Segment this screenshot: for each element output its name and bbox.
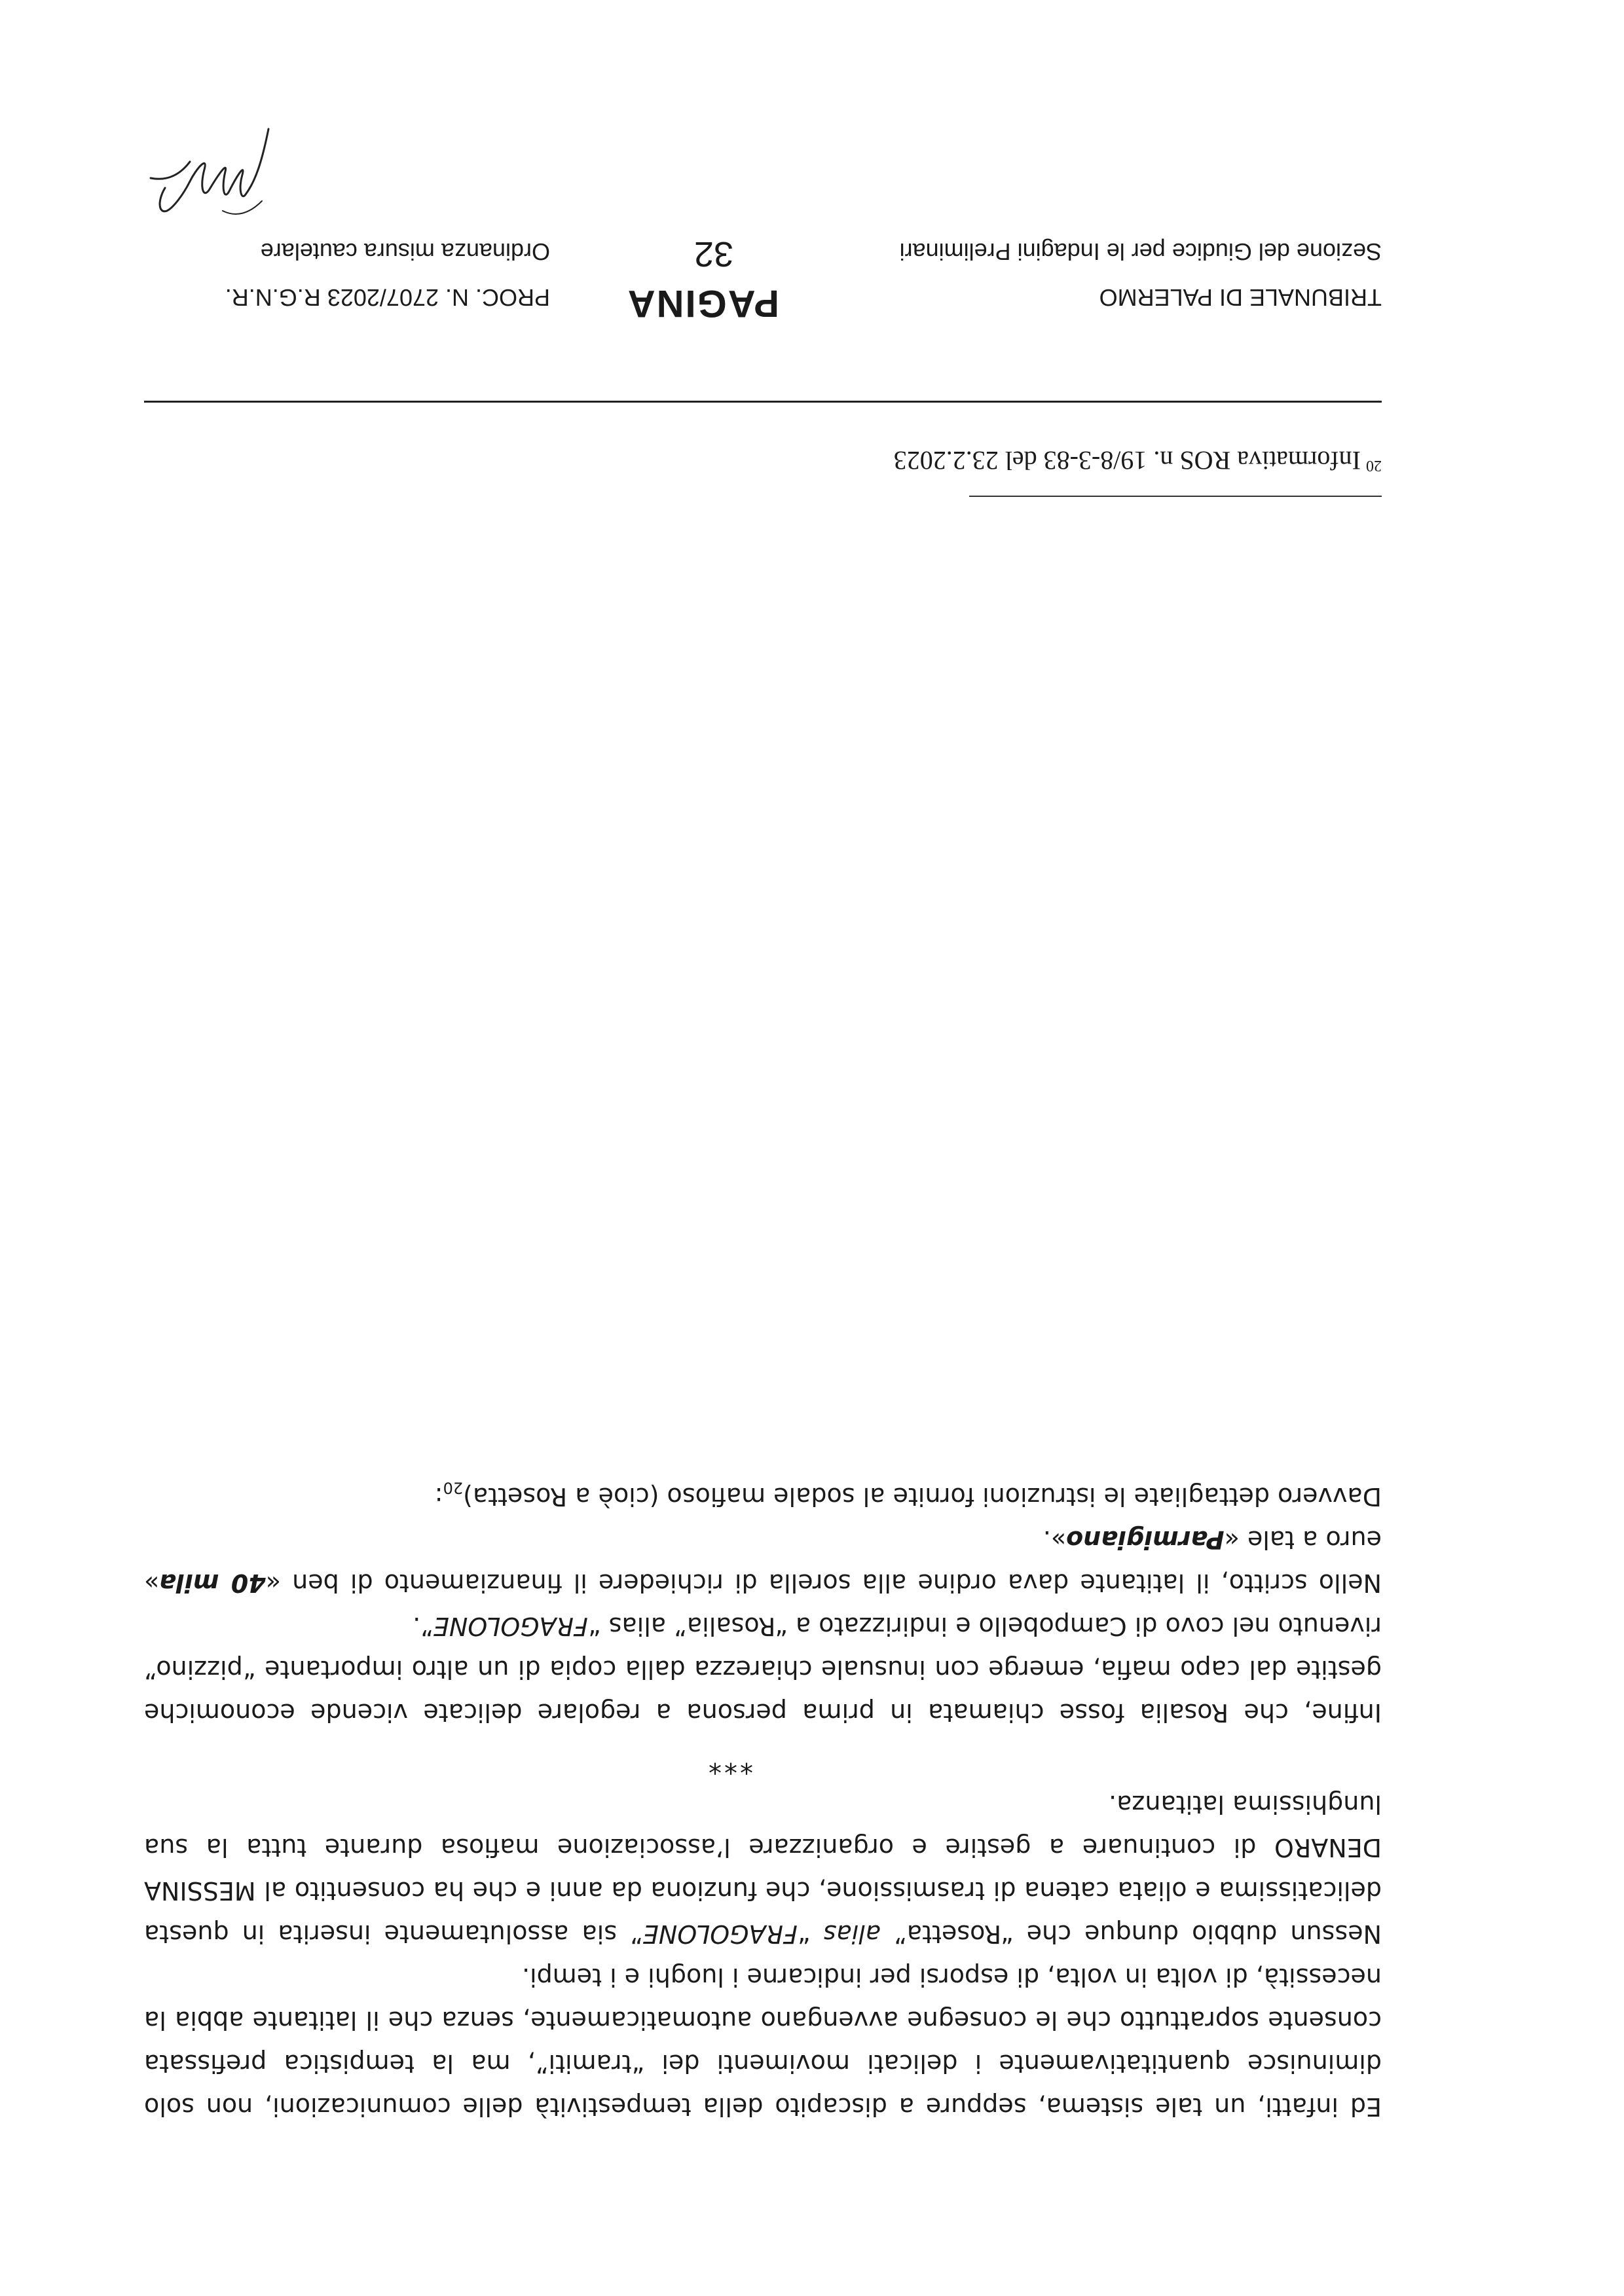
section-separator: *** [706, 1749, 753, 1779]
document-type: Ordinanza misura cautelare [260, 238, 550, 265]
header-divider [144, 401, 1382, 403]
court-section: Sezione del Giudice per le Indagini Preliminari [899, 238, 1382, 265]
paragraph-1: Ed infatti, un tale sistema, seppure a discapito della tempestività delle comunicazioni, non solo diminuisce quantitativamente i delicati movimenti dei “tramiti”, ma la tempistica prefissata consente soprattutto che le consegne avvengano automaticamente, senza che il latitante abbia la necessità, di volta in volta, di esporsi per indicarne i luoghi e i tempi. [144, 1963, 1382, 2121]
court-name: TRIBUNALE DI PALERMO [1099, 284, 1382, 311]
proceeding-number: PROC. N. 2707/2023 R.G.N.R. [225, 284, 550, 311]
paragraph-3: Infine, che Rosalia fosse chiamata in prima persona a regolare delicate vicende economiche gestite dal capo mafia, emerge con inusuale chiarezza dalla copia di un altro importante “pizzino” rivenuto nel covo di Campobello e indirizzato a “Rosalia” alias “FRAGOLONE”. [144, 1612, 1382, 1727]
footnote-divider [969, 496, 1382, 497]
body-text-top [144, 1783, 1382, 2128]
paragraph-5: Davvero dettagliate le istruzioni fornite al sodale mafioso (cioè a $Rosetta)_{20}$: [434, 1478, 1382, 1511]
body-text-bottom [144, 1466, 1382, 1734]
footnote-text: Informativa ROS n. 19/8-3-83 del 23.2.2023 [893, 446, 1361, 475]
paragraph-4: Nello scritto, il latitante dava ordine alla sorella di richiedere il finanziamento di ben «40 mila» euro a tale «Parmigiano». [144, 1525, 1382, 1597]
footnote [894, 445, 1382, 476]
footnote-number: 20 [1366, 457, 1382, 474]
handwritten-signature [138, 109, 282, 240]
page-label: PAGINA [626, 282, 779, 325]
paragraph-2: Nessun dubbio dunque che “Rosetta” alias “FRAGOLONE” sia assolutamente inserita in questa delicatissima e oliata catena di trasmissione, che funziona da anni e che ha consentito al MESSINA DENARO di continuare a gestire e organizzare l’associazione mafiosa durante tutta la sua lunghissima latitanza. [143, 1790, 1382, 1948]
page-number: 32 [693, 234, 733, 274]
